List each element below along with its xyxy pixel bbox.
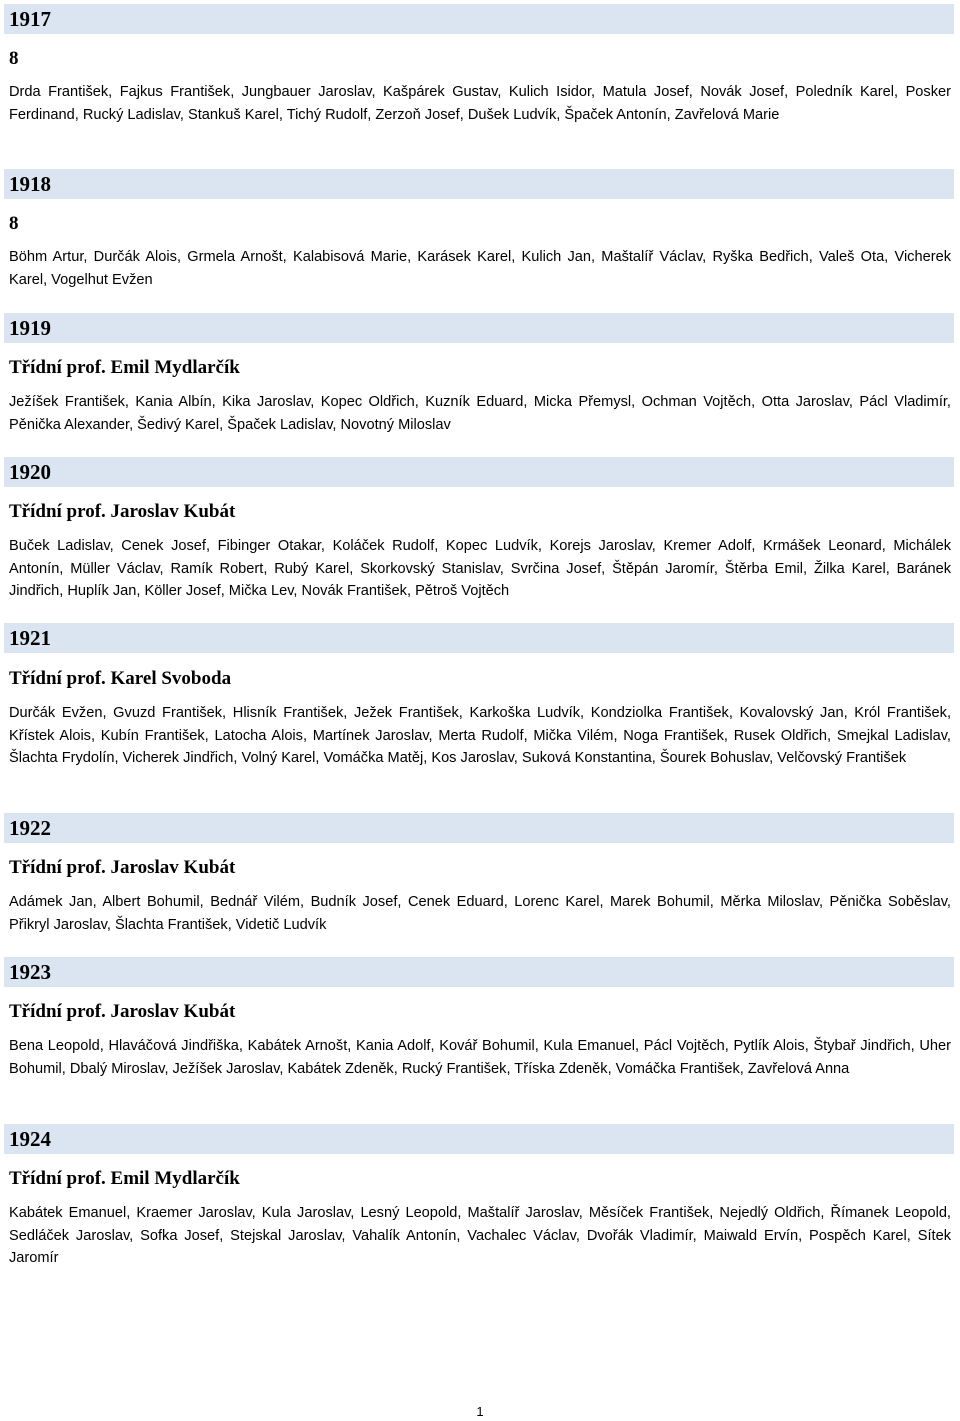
class-teacher-heading-1919: Třídní prof. Emil Mydlarčík [9, 357, 240, 378]
year-header-1918: 1918 [4, 169, 954, 199]
student-list-1918: Böhm Artur, Durčák Alois, Grmela Arnošt, Kalabisová Marie, Karásek Karel, Kulich Jan, Maštalíř Václav, Ryška Bedřich, Valeš Ota, Vicherek Karel, Vogelhut Evžen [9, 249, 951, 288]
class-teacher-heading-1922: Třídní prof. Jaroslav Kubát [9, 857, 236, 878]
student-list-1920: Buček Ladislav, Cenek Josef, Fibinger Otakar, Koláček Rudolf, Kopec Ludvík, Korejs Jaroslav, Kremer Adolf, Krmášek Leonard, Michálek Antonín, Müller Václav, Ramík Robert, Rubý Karel, Skorkovský Stanislav, Svrčina Josef, Štěpán Jaromír, Štěrba Emil, Žilka Karel, Baránek Jindřich, Huplík Jan, Köller Josef, Mička Lev, Novák František, Pětroš Vojtěch [9, 538, 951, 599]
class-teacher-heading-1921: Třídní prof. Karel Svoboda [9, 668, 232, 689]
year-header-1921: 1921 [4, 623, 954, 653]
student-list-1922: Adámek Jan, Albert Bohumil, Bednář Vilém, Budník Josef, Cenek Eduard, Lorenc Karel, Marek Bohumil, Měrka Miloslav, Pěnička Soběslav, Přikryl Jaroslav, Šlachta František, Videtič Ludvík [9, 894, 951, 933]
year-header-1919: 1919 [4, 313, 954, 343]
page-number: 1 [476, 1404, 484, 1419]
class-teacher-heading-1917: 8 [9, 48, 19, 69]
class-teacher-heading-1924: Třídní prof. Emil Mydlarčík [9, 1168, 240, 1189]
class-teacher-heading-1920: Třídní prof. Jaroslav Kubát [9, 501, 236, 522]
student-list-1919: Ježíšek František, Kania Albín, Kika Jaroslav, Kopec Oldřich, Kuzník Eduard, Micka Přemysl, Ochman Vojtěch, Otta Jaroslav, Pácl Vladimír, Pěnička Alexander, Šedivý Karel, Špaček Ladislav, Novotný Miloslav [9, 394, 951, 433]
student-list-1917: Drda František, Fajkus František, Jungbauer Jaroslav, Kašpárek Gustav, Kulich Isidor, Matula Josef, Novák Josef, Poledník Karel, Posker Ferdinand, Rucký Ladislav, Stankuš Karel, Tichý Rudolf, Zerzoň Josef, Dušek Ludvík, Špaček Antonín, Zavřelová Marie [9, 84, 951, 123]
student-list-1923: Bena Leopold, Hlaváčová Jindřiška, Kabátek Arnošt, Kania Adolf, Kovář Bohumil, Kula Emanuel, Pácl Vojtěch, Pytlík Alois, Štybař Jindřich, Uher Bohumil, Dbalý Miroslav, Ježíšek Jaroslav, Kabátek Zdeněk, Rucký František, Tříska Zdeněk, Vomáčka František, Zavřelová Anna [9, 1038, 951, 1077]
student-list-1924: Kabátek Emanuel, Kraemer Jaroslav, Kula Jaroslav, Lesný Leopold, Maštalíř Jaroslav, Měsíček František, Nejedlý Oldřich, Římanek Leopold, Sedláček Jaroslav, Sofka Josef, Stejskal Jaroslav, Vahalík Antonín, Vachalec Václav, Dvořák Vladimír, Maiwald Ervín, Pospěch Karel, Sítek Jaromír [9, 1205, 951, 1266]
year-header-1920: 1920 [4, 457, 954, 487]
year-header-1924: 1924 [4, 1124, 954, 1154]
class-teacher-heading-1923: Třídní prof. Jaroslav Kubát [9, 1001, 236, 1022]
class-teacher-heading-1918: 8 [9, 213, 19, 234]
year-header-1923: 1923 [4, 957, 954, 987]
year-header-1922: 1922 [4, 813, 954, 843]
student-list-1921: Durčák Evžen, Gvuzd František, Hlisník František, Ježek František, Karkoška Ludvík, Kondziolka František, Kovalovský Jan, Król František, Křístek Alois, Kubín František, Latocha Alois, Martínek Jaroslav, Merta Rudolf, Mička Vilém, Noga František, Rusek Oldřich, Smejkal Ladislav, Šlachta Frydolín, Vicherek Jindřich, Volný Karel, Vomáčka Matěj, Kos Jaroslav, Suková Konstantina, Šourek Bohuslav, Velčovský František [9, 705, 951, 766]
year-header-1917: 1917 [4, 4, 954, 34]
